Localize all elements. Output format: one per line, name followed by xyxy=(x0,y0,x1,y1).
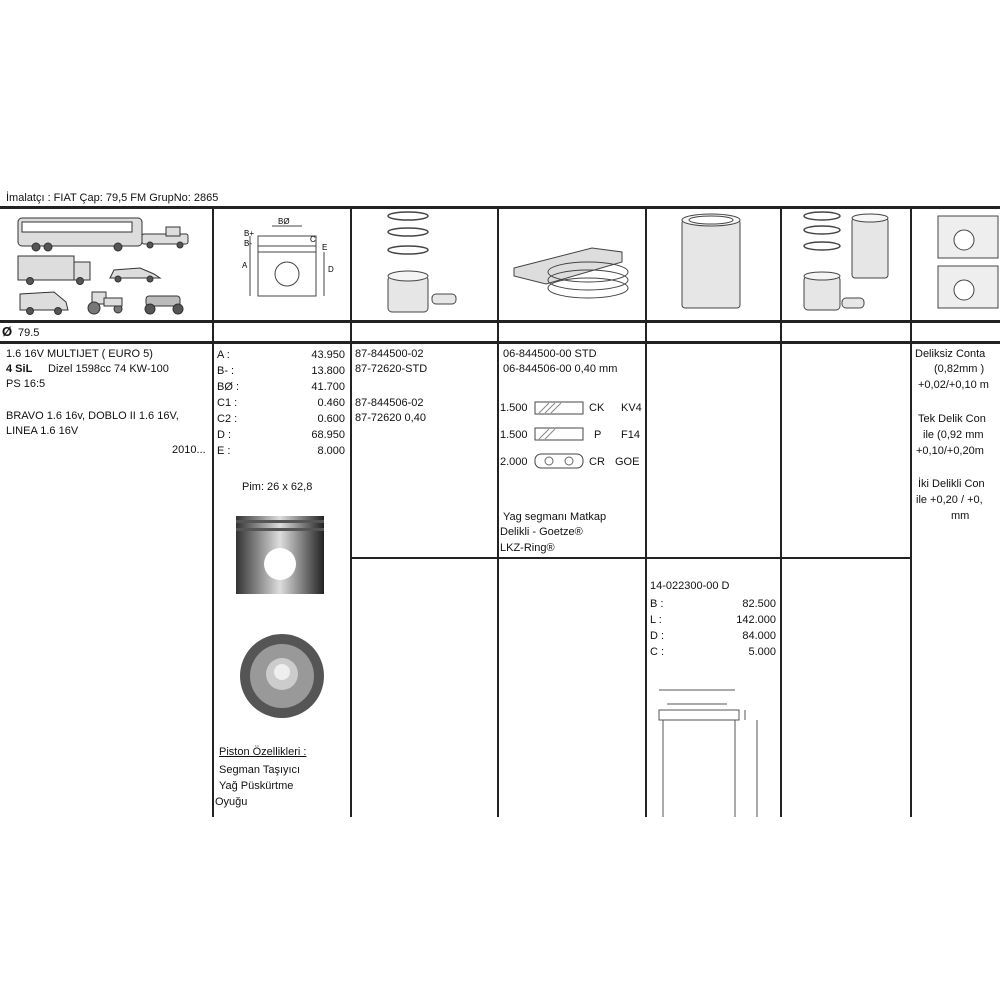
liner-value: 82.500 xyxy=(742,598,776,610)
dim-label: BØ : xyxy=(217,381,240,393)
cylinder-liner-illustration xyxy=(676,212,748,312)
diameter-symbol: Ø xyxy=(2,324,13,339)
oil-ring-note-3: LKZ-Ring® xyxy=(500,542,555,554)
ring-type: P xyxy=(594,429,602,441)
dim-value: 8.000 xyxy=(317,445,345,457)
gasket-note: (0,82mm ) xyxy=(934,363,985,375)
engine-spec: Dizel 1598cc 74 KW-100 xyxy=(48,363,169,375)
dim-label: D : xyxy=(217,429,232,441)
diameter-row-rule xyxy=(0,341,1000,344)
col-divider-6b xyxy=(910,559,912,817)
gasket-note: +0,02/+0,10 m xyxy=(918,379,989,391)
ring-size: 1.500 xyxy=(500,429,528,441)
dimension-table xyxy=(217,347,345,462)
liner-dimension-drawing xyxy=(655,680,770,817)
liner-code: 14-022300-00 D xyxy=(650,580,730,592)
ring-profile-1 xyxy=(535,401,585,415)
piston-code: 87-844500-02 xyxy=(355,348,424,360)
catalog-header: İmalatçı : FIAT Çap: 79,5 FM GrupNo: 2865 xyxy=(6,192,219,204)
piston-rings-illustration xyxy=(380,210,470,318)
piston-feature-1: Segman Taşıyıcı xyxy=(219,764,301,776)
liner-label: D : xyxy=(650,630,665,642)
vehicles-illustration xyxy=(14,212,210,316)
model-year: 2010... xyxy=(172,444,206,456)
pin-size: Pim: 26 x 62,8 xyxy=(242,481,313,493)
gasket-note: ile (0,92 mm xyxy=(923,429,984,441)
bus-icon xyxy=(18,218,142,251)
gasket-note: ile +0,20 / +0, xyxy=(916,494,983,506)
van-icon xyxy=(20,292,68,315)
dim-label: E : xyxy=(217,445,231,457)
col-divider-4 xyxy=(645,206,647,817)
piston-feature-3: Oyuğu xyxy=(215,796,248,808)
dim-label-b-minus: B- xyxy=(244,239,252,248)
ring-size: 2.000 xyxy=(500,456,528,468)
piston-features-title: Piston Özellikleri : xyxy=(219,746,307,758)
models-line2: LINEA 1.6 16V xyxy=(6,425,79,437)
dim-label-a: A xyxy=(242,261,248,270)
models-line1: BRAVO 1.6 16v, DOBLO II 1.6 16V, xyxy=(6,410,179,422)
ring-part-code: F14 xyxy=(621,429,640,441)
gasket-note: Deliksiz Conta xyxy=(915,348,986,360)
piston-top-photo xyxy=(238,632,326,720)
gasket-note: +0,10/+0,20m xyxy=(916,445,984,457)
ring-profile-2 xyxy=(535,427,585,441)
piston-code: 87-844506-02 xyxy=(355,397,424,409)
gasket-note: mm xyxy=(951,510,970,522)
pickup-icon xyxy=(142,227,188,248)
liner-label: L : xyxy=(650,614,662,626)
ring-size: 1.500 xyxy=(500,402,528,414)
dim-label-bo: BØ xyxy=(278,217,290,226)
dim-label-b-plus: B+ xyxy=(244,229,255,238)
ring-type: CR xyxy=(589,456,605,468)
liner-value: 5.000 xyxy=(748,646,776,658)
dim-value: 68.950 xyxy=(311,429,345,441)
top-rule xyxy=(0,206,1000,209)
ring-code: 06-844500-00 STD xyxy=(503,348,597,360)
liner-spec-table xyxy=(650,596,776,660)
dim-label: C1 : xyxy=(217,397,238,409)
liner-label: B : xyxy=(650,598,664,610)
piston-side-photo xyxy=(232,512,328,598)
dim-label-d: D xyxy=(328,265,334,274)
ps-value: PS 16:5 xyxy=(6,378,46,390)
cylinder-count: 4 SiL xyxy=(6,363,33,375)
liner-value: 142.000 xyxy=(736,614,776,626)
dim-label: B- : xyxy=(217,365,235,377)
gasket-note: İki Delikli Con xyxy=(918,478,985,490)
dim-value: 43.950 xyxy=(311,349,345,361)
dim-value: 0.460 xyxy=(317,397,345,409)
liner-value: 84.000 xyxy=(742,630,776,642)
piston-dimension-diagram xyxy=(230,216,340,308)
piston-section-illustration xyxy=(932,212,1000,316)
liner-label: C : xyxy=(650,646,665,658)
ring-part-code: GOE xyxy=(615,456,640,468)
dim-label-e: E xyxy=(322,243,328,252)
gasket-note: Tek Delik Con xyxy=(918,413,986,425)
oil-ring-note-1: Yag segmanı Matkap xyxy=(503,511,607,523)
col-divider-2 xyxy=(350,206,352,817)
mid-rule xyxy=(350,557,910,559)
ring-type: CK xyxy=(589,402,605,414)
engine-title: 1.6 16V MULTIJET ( EURO 5) xyxy=(6,348,153,360)
tractor-icon xyxy=(88,292,122,314)
piston-code: 87-72620 0,40 xyxy=(355,412,426,424)
dim-value: 41.700 xyxy=(311,381,345,393)
image-row-rule xyxy=(0,320,1000,323)
ring-part-code: KV4 xyxy=(621,402,642,414)
col-divider-1 xyxy=(212,206,214,817)
col-divider-6 xyxy=(910,206,912,559)
col-divider-5 xyxy=(780,206,782,817)
ring-set-illustration xyxy=(512,240,636,304)
dim-value: 13.800 xyxy=(311,365,345,377)
truck-icon xyxy=(18,256,90,285)
piston-kit-illustration xyxy=(800,210,904,318)
dim-label: A : xyxy=(217,349,230,361)
ring-profile-3 xyxy=(535,453,585,469)
car-icon xyxy=(110,268,160,282)
oil-ring-note-2: Delikli - Goetze® xyxy=(500,526,583,538)
piston-feature-2: Yağ Püskürtme xyxy=(219,780,294,792)
ring-code: 06-844506-00 0,40 mm xyxy=(503,363,618,375)
dim-value: 0.600 xyxy=(317,413,345,425)
diameter-value: 79.5 xyxy=(18,327,40,339)
dim-label-c: C xyxy=(310,235,316,244)
col-divider-3 xyxy=(497,206,499,817)
piston-code: 87-72620-STD xyxy=(355,363,428,375)
atv-icon xyxy=(145,296,183,314)
dim-label: C2 : xyxy=(217,413,238,425)
